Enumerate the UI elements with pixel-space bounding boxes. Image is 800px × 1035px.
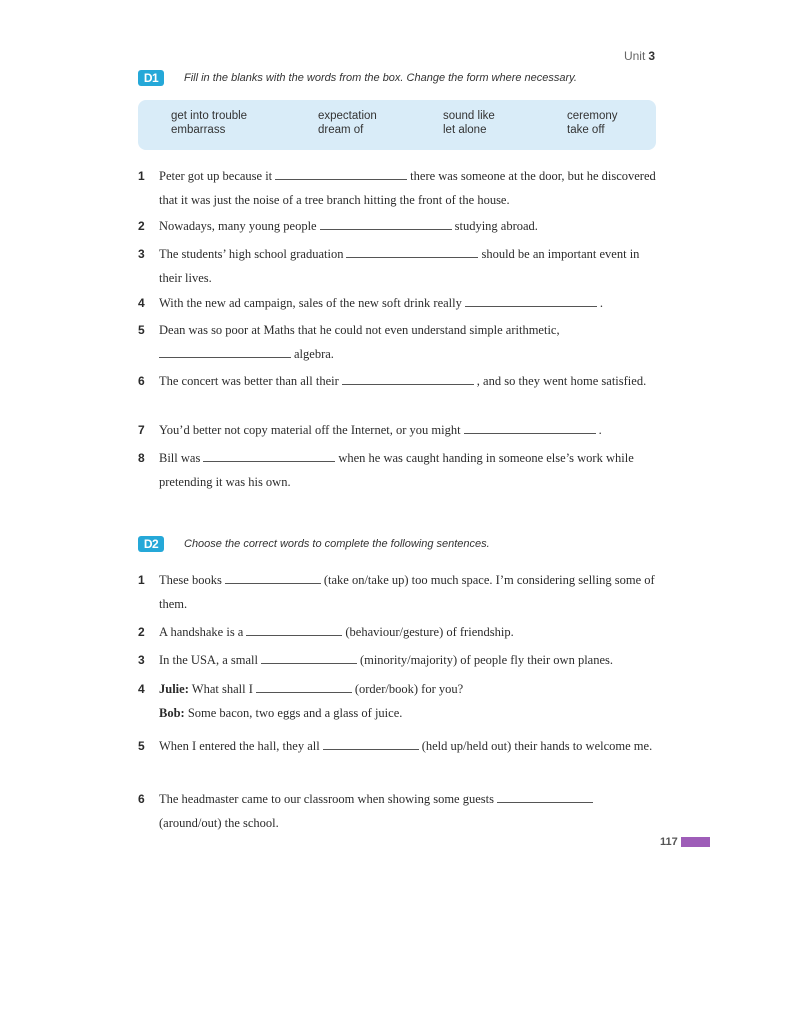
question-number: 3 <box>138 247 145 261</box>
section-instruction-d1: Fill in the blanks with the words from the box. Change the form where necessary. <box>184 72 577 84</box>
question-text: You’d better not copy material off the Internet, or you might <box>159 423 461 437</box>
question-d1-6 <box>138 369 658 393</box>
question-text: The headmaster came to our classroom when showing some guests <box>159 792 494 806</box>
question-number: 4 <box>138 296 145 310</box>
question-d2-6 <box>138 787 658 835</box>
question-d2-5 <box>138 734 658 758</box>
question-text: The students’ high school graduation <box>159 247 344 261</box>
question-text: (held up/held out) their hands to welcome me. <box>421 739 653 753</box>
answer-blank[interactable] <box>203 449 335 462</box>
question-number: 8 <box>138 451 145 465</box>
question-text: (take on/take up) too much space. I’m considering selling some of them. <box>159 573 655 611</box>
question-text: What shall I <box>191 682 253 696</box>
section-instruction-d2: Choose the correct words to complete the following sentences. <box>184 538 490 550</box>
question-number: 4 <box>138 682 145 696</box>
question-text: The concert was better than all their <box>159 374 339 388</box>
question-number: 6 <box>138 374 145 388</box>
question-number: 7 <box>138 423 145 437</box>
question-text: there was someone at the door, but he discovered that it was just the noise of a tree branch hitting the front of the house. <box>159 169 656 207</box>
question-text: Nowadays, many young people <box>159 219 317 233</box>
answer-blank[interactable] <box>497 790 593 803</box>
question-text: When I entered the hall, they all <box>159 739 320 753</box>
unit-number: 3 <box>648 49 655 63</box>
answer-blank[interactable] <box>261 651 357 664</box>
question-text: . <box>598 423 602 437</box>
question-d1-8 <box>138 446 658 494</box>
word-box-item: dream of <box>318 124 364 136</box>
section-badge-d2: D2 <box>138 536 164 552</box>
page-number <box>660 836 710 848</box>
question-number: 1 <box>138 169 145 183</box>
question-d2-4 <box>138 677 658 725</box>
question-d1-3 <box>138 242 658 290</box>
question-text: Peter got up because it <box>159 169 273 183</box>
question-text: Bill was <box>159 451 201 465</box>
question-text: (around/out) the school. <box>159 816 279 830</box>
question-d1-2 <box>138 214 658 238</box>
word-box-item: embarrass <box>171 124 226 136</box>
section-d1-heading <box>138 70 577 86</box>
answer-blank[interactable] <box>323 737 419 750</box>
answer-blank[interactable] <box>256 680 352 693</box>
question-text: . <box>599 296 603 310</box>
word-box-item: let alone <box>443 124 487 136</box>
question-text: , and so they went home satisfied. <box>476 374 647 388</box>
unit-header <box>624 49 655 63</box>
word-box-item: sound like <box>443 110 495 122</box>
question-number: 6 <box>138 792 145 806</box>
question-number: 3 <box>138 653 145 667</box>
question-number: 5 <box>138 739 145 753</box>
question-text: (behaviour/gesture) of friendship. <box>345 625 514 639</box>
word-box-item: get into trouble <box>171 110 248 122</box>
word-box-item: take off <box>567 124 605 136</box>
question-text: algebra. <box>294 347 334 361</box>
page-number-bar <box>681 837 710 847</box>
question-text: In the USA, a small <box>159 653 258 667</box>
word-box-item: expectation <box>318 110 377 122</box>
speaker-name: Bob: <box>159 706 185 720</box>
answer-blank[interactable] <box>320 217 452 230</box>
question-d1-1 <box>138 164 658 212</box>
question-number: 5 <box>138 323 145 337</box>
unit-label: Unit <box>623 49 646 63</box>
question-text: (order/book) for you? <box>354 682 464 696</box>
question-text: With the new ad campaign, sales of the new soft drink really <box>159 296 462 310</box>
page-number-text: 117 <box>660 836 678 848</box>
question-text: Some bacon, two eggs and a glass of juice. <box>187 706 403 720</box>
answer-blank[interactable] <box>225 571 321 584</box>
answer-blank[interactable] <box>246 623 342 636</box>
section-badge-d1: D1 <box>138 70 164 86</box>
question-d1-5 <box>138 318 658 366</box>
question-d2-2 <box>138 620 658 644</box>
question-text: These books <box>159 573 222 587</box>
question-d1-4 <box>138 291 658 315</box>
question-text: studying abroad. <box>454 219 538 233</box>
question-d1-7 <box>138 418 658 442</box>
question-d2-1 <box>138 568 658 616</box>
question-text: A handshake is a <box>159 625 244 639</box>
question-text: Dean was so poor at Maths that he could not even understand simple arithmetic, <box>159 323 560 337</box>
question-number: 1 <box>138 573 145 587</box>
question-number: 2 <box>138 219 145 233</box>
answer-blank[interactable] <box>159 345 291 358</box>
question-d2-3 <box>138 648 658 672</box>
question-text: (minority/majority) of people fly their own planes. <box>359 653 614 667</box>
answer-blank[interactable] <box>346 245 478 258</box>
answer-blank[interactable] <box>464 421 596 434</box>
answer-blank[interactable] <box>275 167 407 180</box>
speaker-name: Julie: <box>159 682 189 696</box>
section-d2-heading <box>138 536 490 552</box>
question-text: when he was caught handing in someone else’s work while pretending it was his own. <box>159 451 634 489</box>
word-box <box>138 100 656 150</box>
answer-blank[interactable] <box>342 372 474 385</box>
question-text: should be an important event in their lives. <box>159 247 640 285</box>
answer-blank[interactable] <box>465 294 597 307</box>
question-number: 2 <box>138 625 145 639</box>
word-box-item: ceremony <box>567 110 618 122</box>
